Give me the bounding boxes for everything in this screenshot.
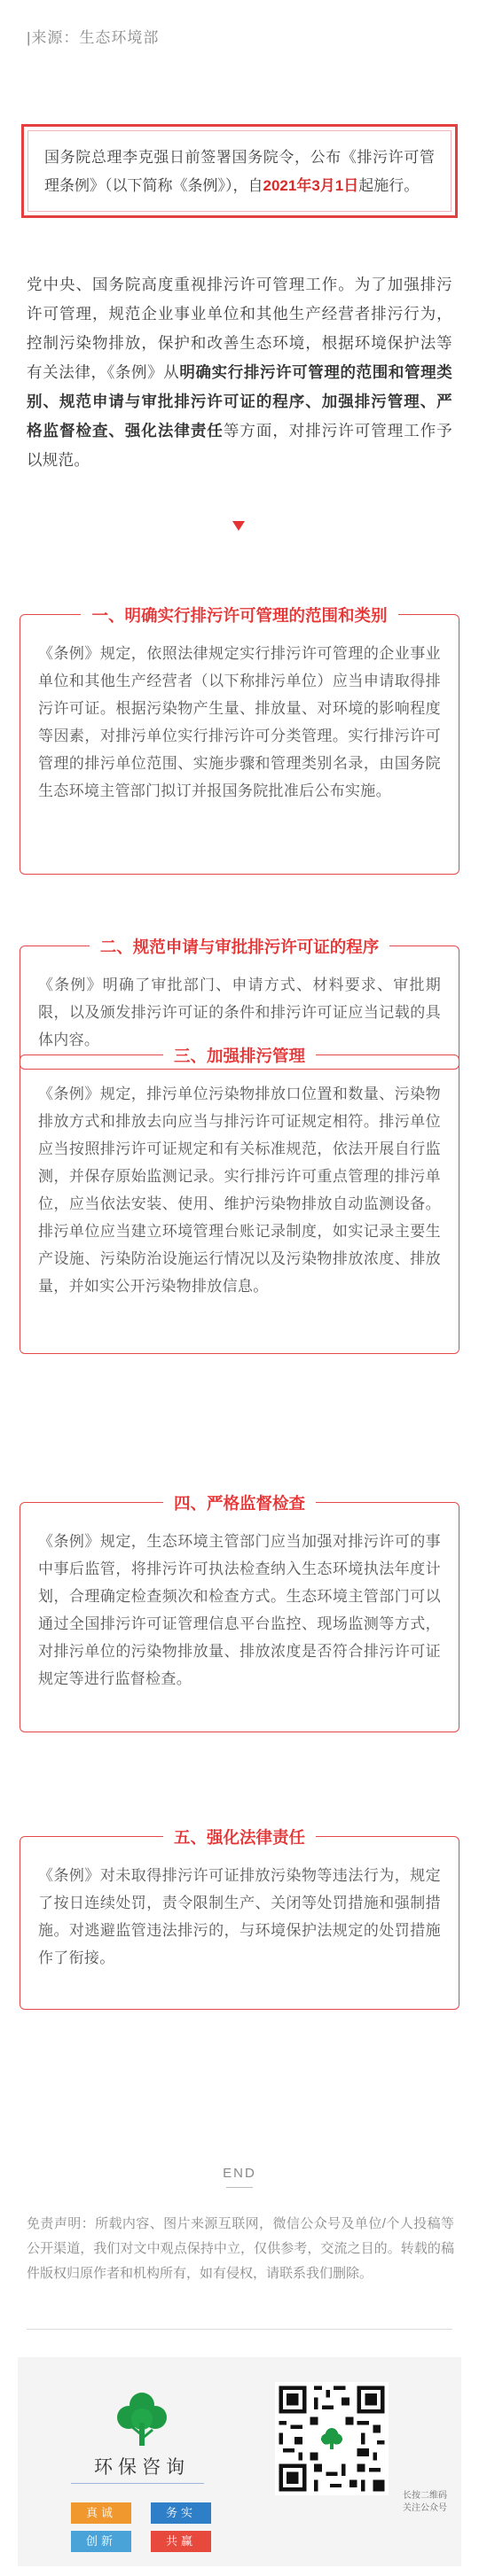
divider [27,2329,452,2330]
brand-name: 环保咨询 [94,2456,190,2478]
disclaimer: 免责声明：所载内容、图片来源互联网，微信公众号及单位/个人投稿等公开渠道，我们对文中观点保持中立，仅供参考，交流之目的。转载的稿件版权归原作者和机构所有，如有侵权，请联系我们删除。 [27,2216,454,2281]
section-title-2: 二、规范申请与审批排污许可证的程序 [90,938,390,956]
tag-practical: 务实 [151,2502,211,2524]
section-card-3-real [20,1047,459,1354]
qr-caption [403,2490,447,2515]
section-card-5 [20,1828,459,2010]
notice-after: 起施行。 [358,177,420,194]
qr-code-icon [275,2382,389,2495]
section-body-3: 《条例》规定，排污单位污染物排放口位置和数量、污染物排放方式和排放去向应当与排污许可证规定相符。排污单位应当按照排污许可证规定和有关标准规范，依法开展自行监测，并保存原始监测记录。实行排污许可重点管理的排污单位，应当依法安装、使用、维护污染物排放自动监测设备。排污单位应当建立环境管理台账记录制度，如实记录主要生产设施、污染防治设施运行情况以及污染物排放浓度、排放量，并如实公开污染物排放信息。 [38,1086,441,1295]
brand-underline [71,2483,204,2484]
qr-caption-line-2: 关注公众号 [403,2503,447,2513]
section-body-5: 《条例》对未取得排污许可证排放污染物等违法行为，规定了按日连续处罚，责令限制生产、关闭等处罚措施和强制措施。对逃避监管违法排污的，与环境保护法规定的处罚措施作了衔接。 [38,1867,441,1966]
intro-paragraph [27,270,452,475]
down-arrow-icon [232,521,245,531]
tag-win-win: 共赢 [151,2531,211,2552]
intro-text-1: 党中央、国务院高度重视排污许可管理工作。为了加强排污许可管理，规范企业事业单位和其他生产经营者排污行为，控制污染物排放，保护和改善生态环境，根据环境保护法等有关法律，《条例》从 [27,276,452,381]
effective-date: 2021年3月1日 [263,177,359,194]
qr-caption-line-1: 长按二维码 [403,2491,447,2501]
intro-bold-text: 明确实行排污许可管理的范围和管理类别、规范申请与审批排污许可证的程序、加强排污管理、严格监督检查、强化法律责任 [27,363,452,440]
section-body-2: 《条例》明确了审批部门、申请方式、材料要求、审批期限，以及颁发排污许可证的条件和排污许可证应当记载的具体内容。 [38,977,441,1048]
notice-text [27,130,452,212]
section-title-4: 四、严格监督检查 [163,1494,316,1513]
notice-box [21,124,458,218]
section-body-1: 《条例》规定，依照法律规定实行排污许可管理的企业事业单位和其他生产经营者（以下称排污单位）应当申请取得排污许可证。根据污染物产生量、排放量、对环境的影响程度等因素，对排污单位实行排污许可分类管理。实行排污许可管理的排污单位范围、实施步骤和管理类别名录，由国务院生态环境主管部门拟订并报国务院批准后公布实施。 [38,645,441,799]
tree-logo-icon [114,2389,170,2451]
section-card-4 [20,1494,459,1732]
source-line: |来源：生态环境部 [27,29,160,46]
end-underline [226,2187,253,2188]
end-marker: END [223,2166,256,2181]
tag-innovation: 创新 [71,2531,131,2552]
section-body-4: 《条例》规定，生态环境主管部门应当加强对排污许可的事中事后监管，将排污许可执法检查纳入生态环境执法年度计划，合理确定检查频次和检查方式。生态环境主管部门可以通过全国排污许可证管理信息平台监控、现场监测等方式，对排污单位的污染物排放量、排放浓度是否符合排污许可证规定等进行监督检查。 [38,1533,441,1687]
notice-before: 国务院总理李克强日前签署国务院令，公布《排污许可管理条例》（以下简称《条例》），自 [44,149,435,194]
section-card-1 [20,606,459,875]
tag-sincere: 真诚 [71,2502,131,2524]
section-title-3: 三、加强排污管理 [163,1047,316,1065]
section-title-1: 一、明确实行排污许可管理的范围和类别 [81,606,397,625]
section-title-5: 五、强化法律责任 [163,1828,316,1847]
footer-banner [18,2357,461,2566]
intro-text-2: 等方面，对排污许可管理工作予以规范。 [27,422,452,469]
